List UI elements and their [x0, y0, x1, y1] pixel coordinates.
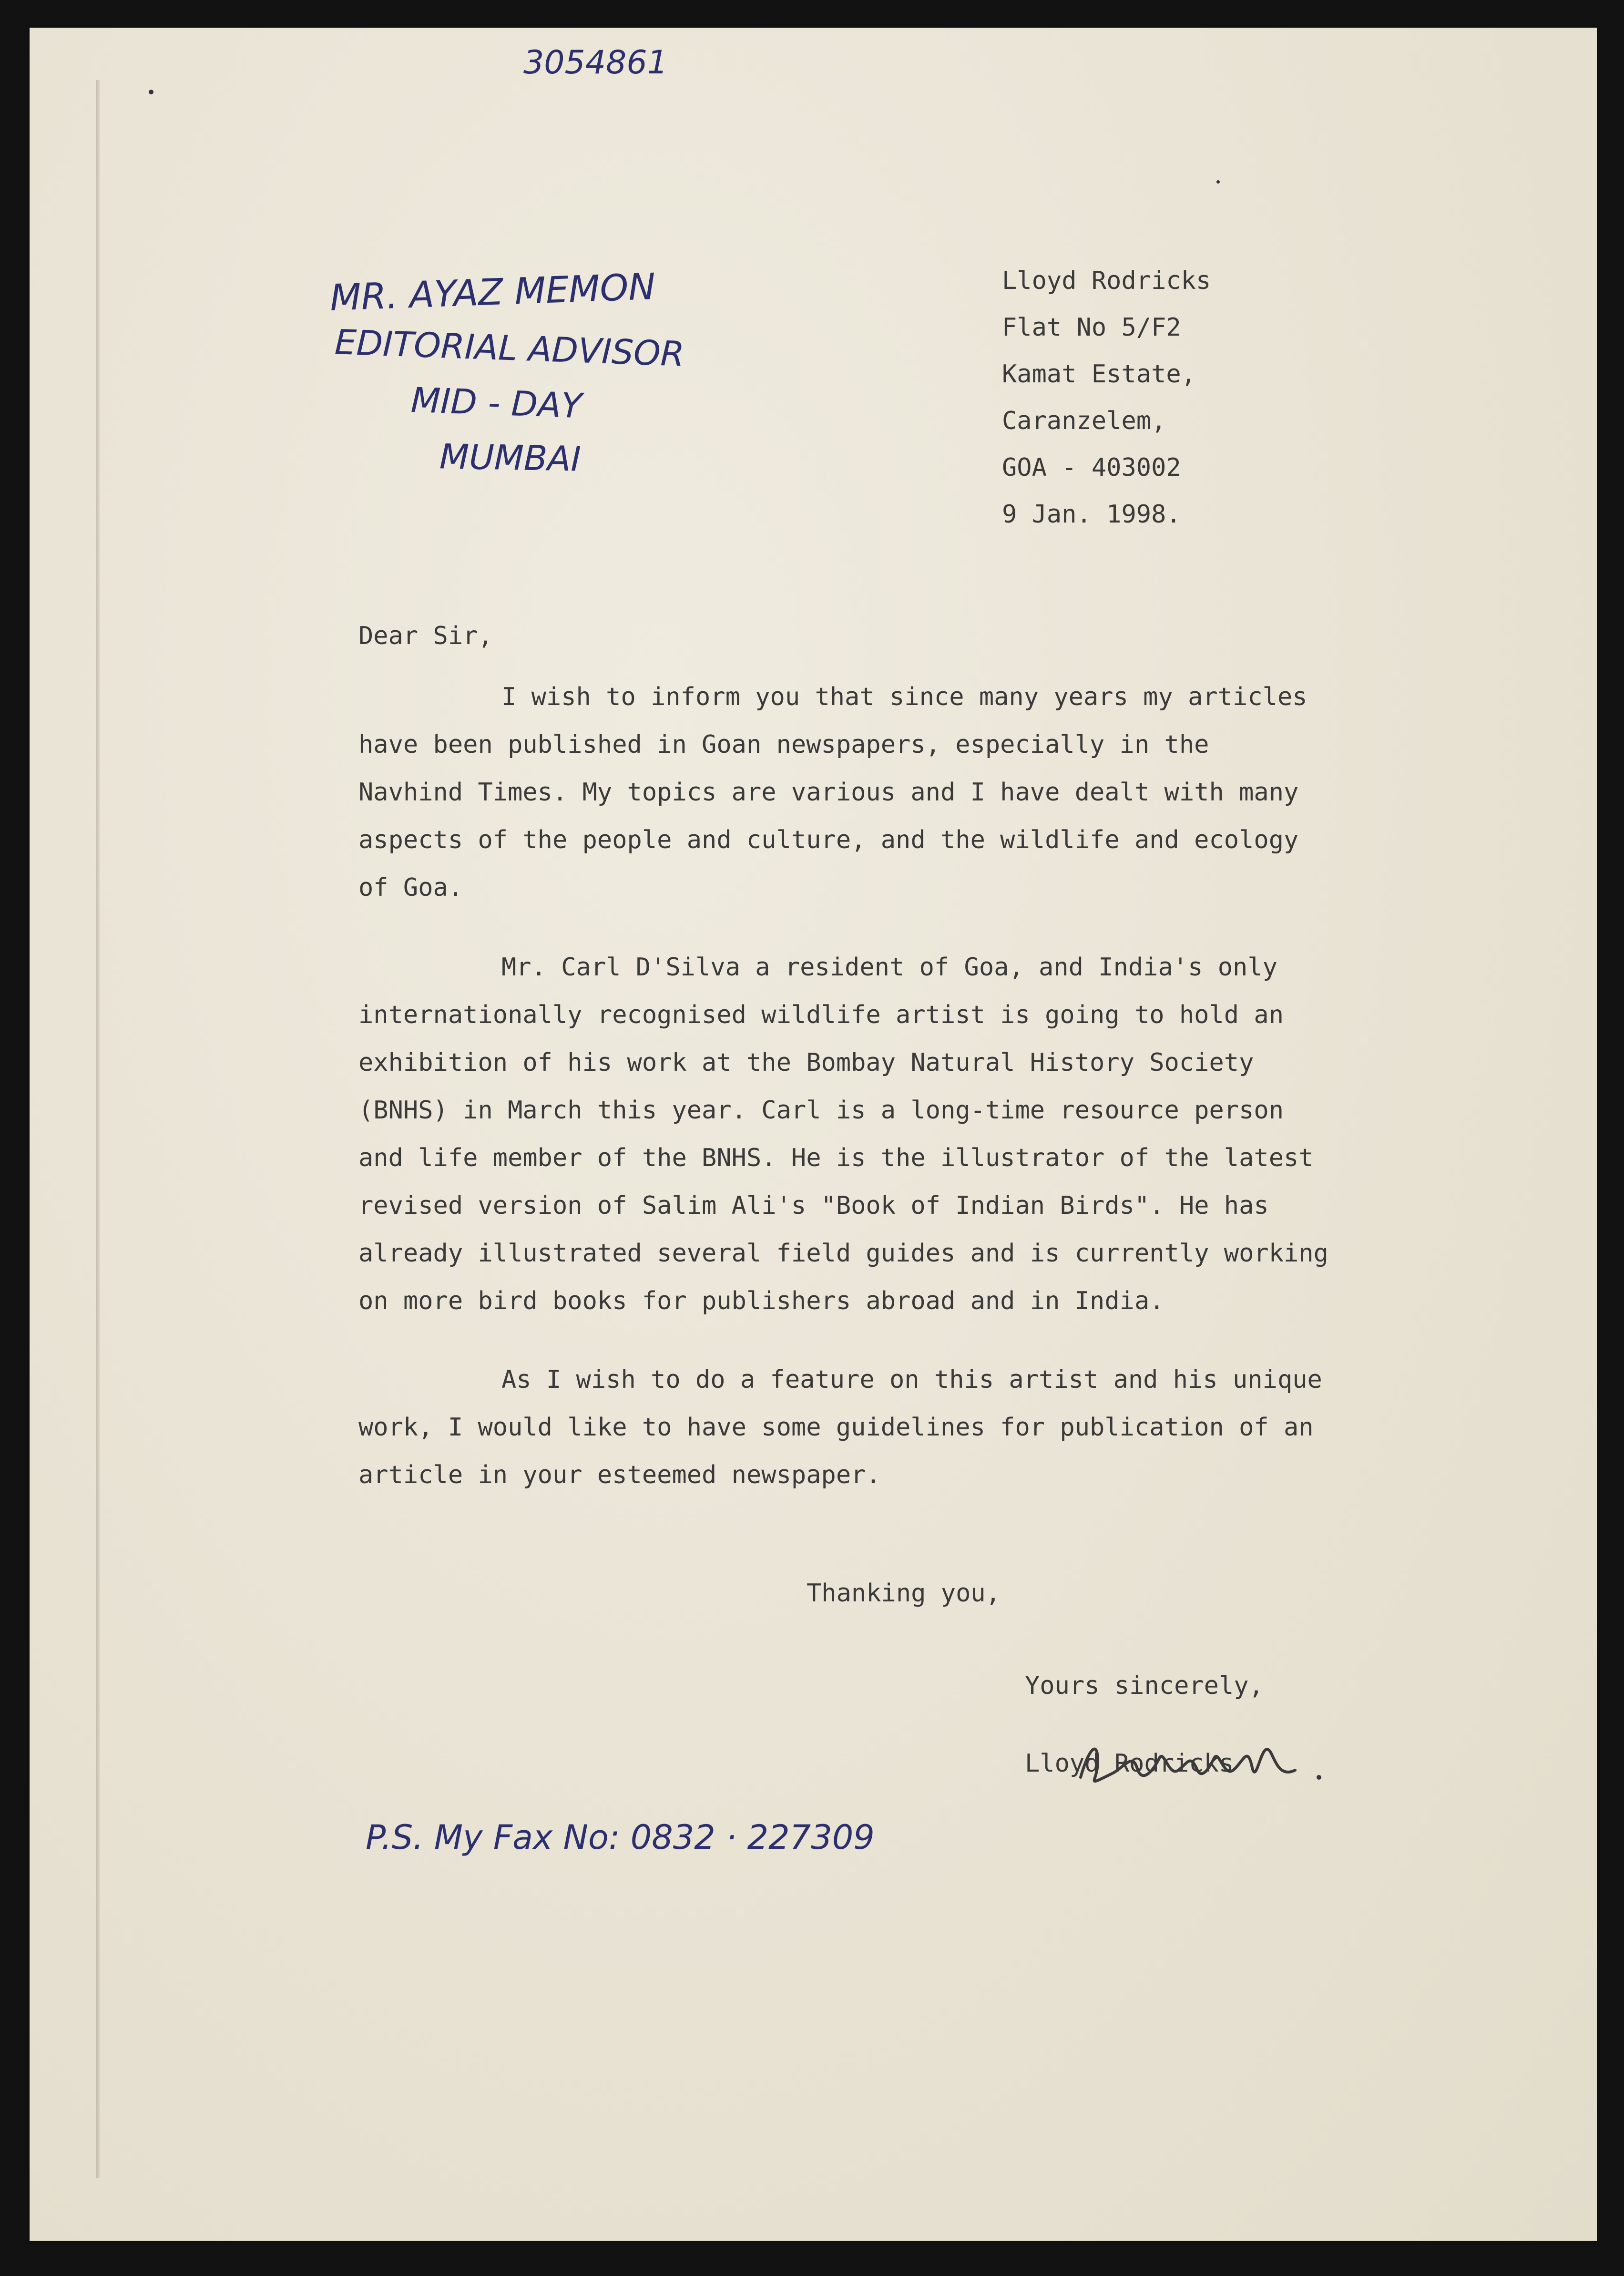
paper-speck [1216, 180, 1220, 184]
paragraph-line: (BNHS) in March this year. Carl is a long-time resource person [358, 1096, 1284, 1125]
recipient-title: EDITORIAL ADVISOR [334, 322, 685, 374]
paragraph-line: exhibition of his work at the Bombay Natural History Society [358, 1048, 1254, 1077]
sender-pin: GOA - 403002 [1002, 453, 1181, 482]
recipient-city: MUMBAI [439, 436, 582, 479]
paragraph-line: As I wish to do a feature on this artist and his unique [501, 1365, 1322, 1394]
recipient-name: MR. AYAZ MEMON [329, 265, 656, 319]
archive-number: 3054861 [523, 44, 668, 82]
closing-line: Thanking you, [807, 1579, 1001, 1608]
signoff: Yours sincerely, [1025, 1671, 1264, 1700]
salutation: Dear Sir, [358, 622, 493, 650]
paragraph-line: of Goa. [358, 873, 463, 902]
paragraph-line: on more bird books for publishers abroad and in India. [358, 1287, 1164, 1315]
paragraph-line: already illustrated several field guides and is currently working [358, 1239, 1328, 1268]
paragraph-line: Navhind Times. My topics are various and I have dealt with many [358, 778, 1299, 807]
signer-name: Lloyd Rodricks [1025, 1749, 1234, 1778]
paragraph-line: article in your esteemed newspaper. [358, 1461, 881, 1489]
paragraph-line: internationally recognised wildlife artist is going to hold an [358, 1001, 1284, 1029]
sender-flat: Flat No 5/F2 [1002, 313, 1181, 342]
paragraph-line: revised version of Salim Ali's "Book of Indian Birds". He has [358, 1191, 1269, 1220]
sender-name: Lloyd Rodricks [1002, 267, 1211, 295]
letter-page [30, 28, 1597, 2241]
paragraph-line: Mr. Carl D'Silva a resident of Goa, and India's only [501, 953, 1277, 982]
paragraph-line: I wish to inform you that since many years my articles [501, 683, 1307, 711]
letter-date: 9 Jan. 1998. [1002, 500, 1181, 529]
paragraph-line: have been published in Goan newspapers, especially in the [358, 730, 1209, 759]
paragraph-line: and life member of the BNHS. He is the illustrator of the latest [358, 1144, 1314, 1172]
paper-speck [149, 90, 153, 94]
paragraph-line: work, I would like to have some guidelines for publication of an [358, 1413, 1314, 1442]
binding-margin-line [96, 80, 100, 2178]
recipient-organization: MID - DAY [410, 379, 583, 426]
postscript-fax: P.S. My Fax No: 0832 · 227309 [366, 1818, 875, 1857]
sender-estate: Kamat Estate, [1002, 360, 1196, 389]
sender-area: Caranzelem, [1002, 407, 1166, 435]
paragraph-line: aspects of the people and culture, and the wildlife and ecology [358, 826, 1299, 854]
